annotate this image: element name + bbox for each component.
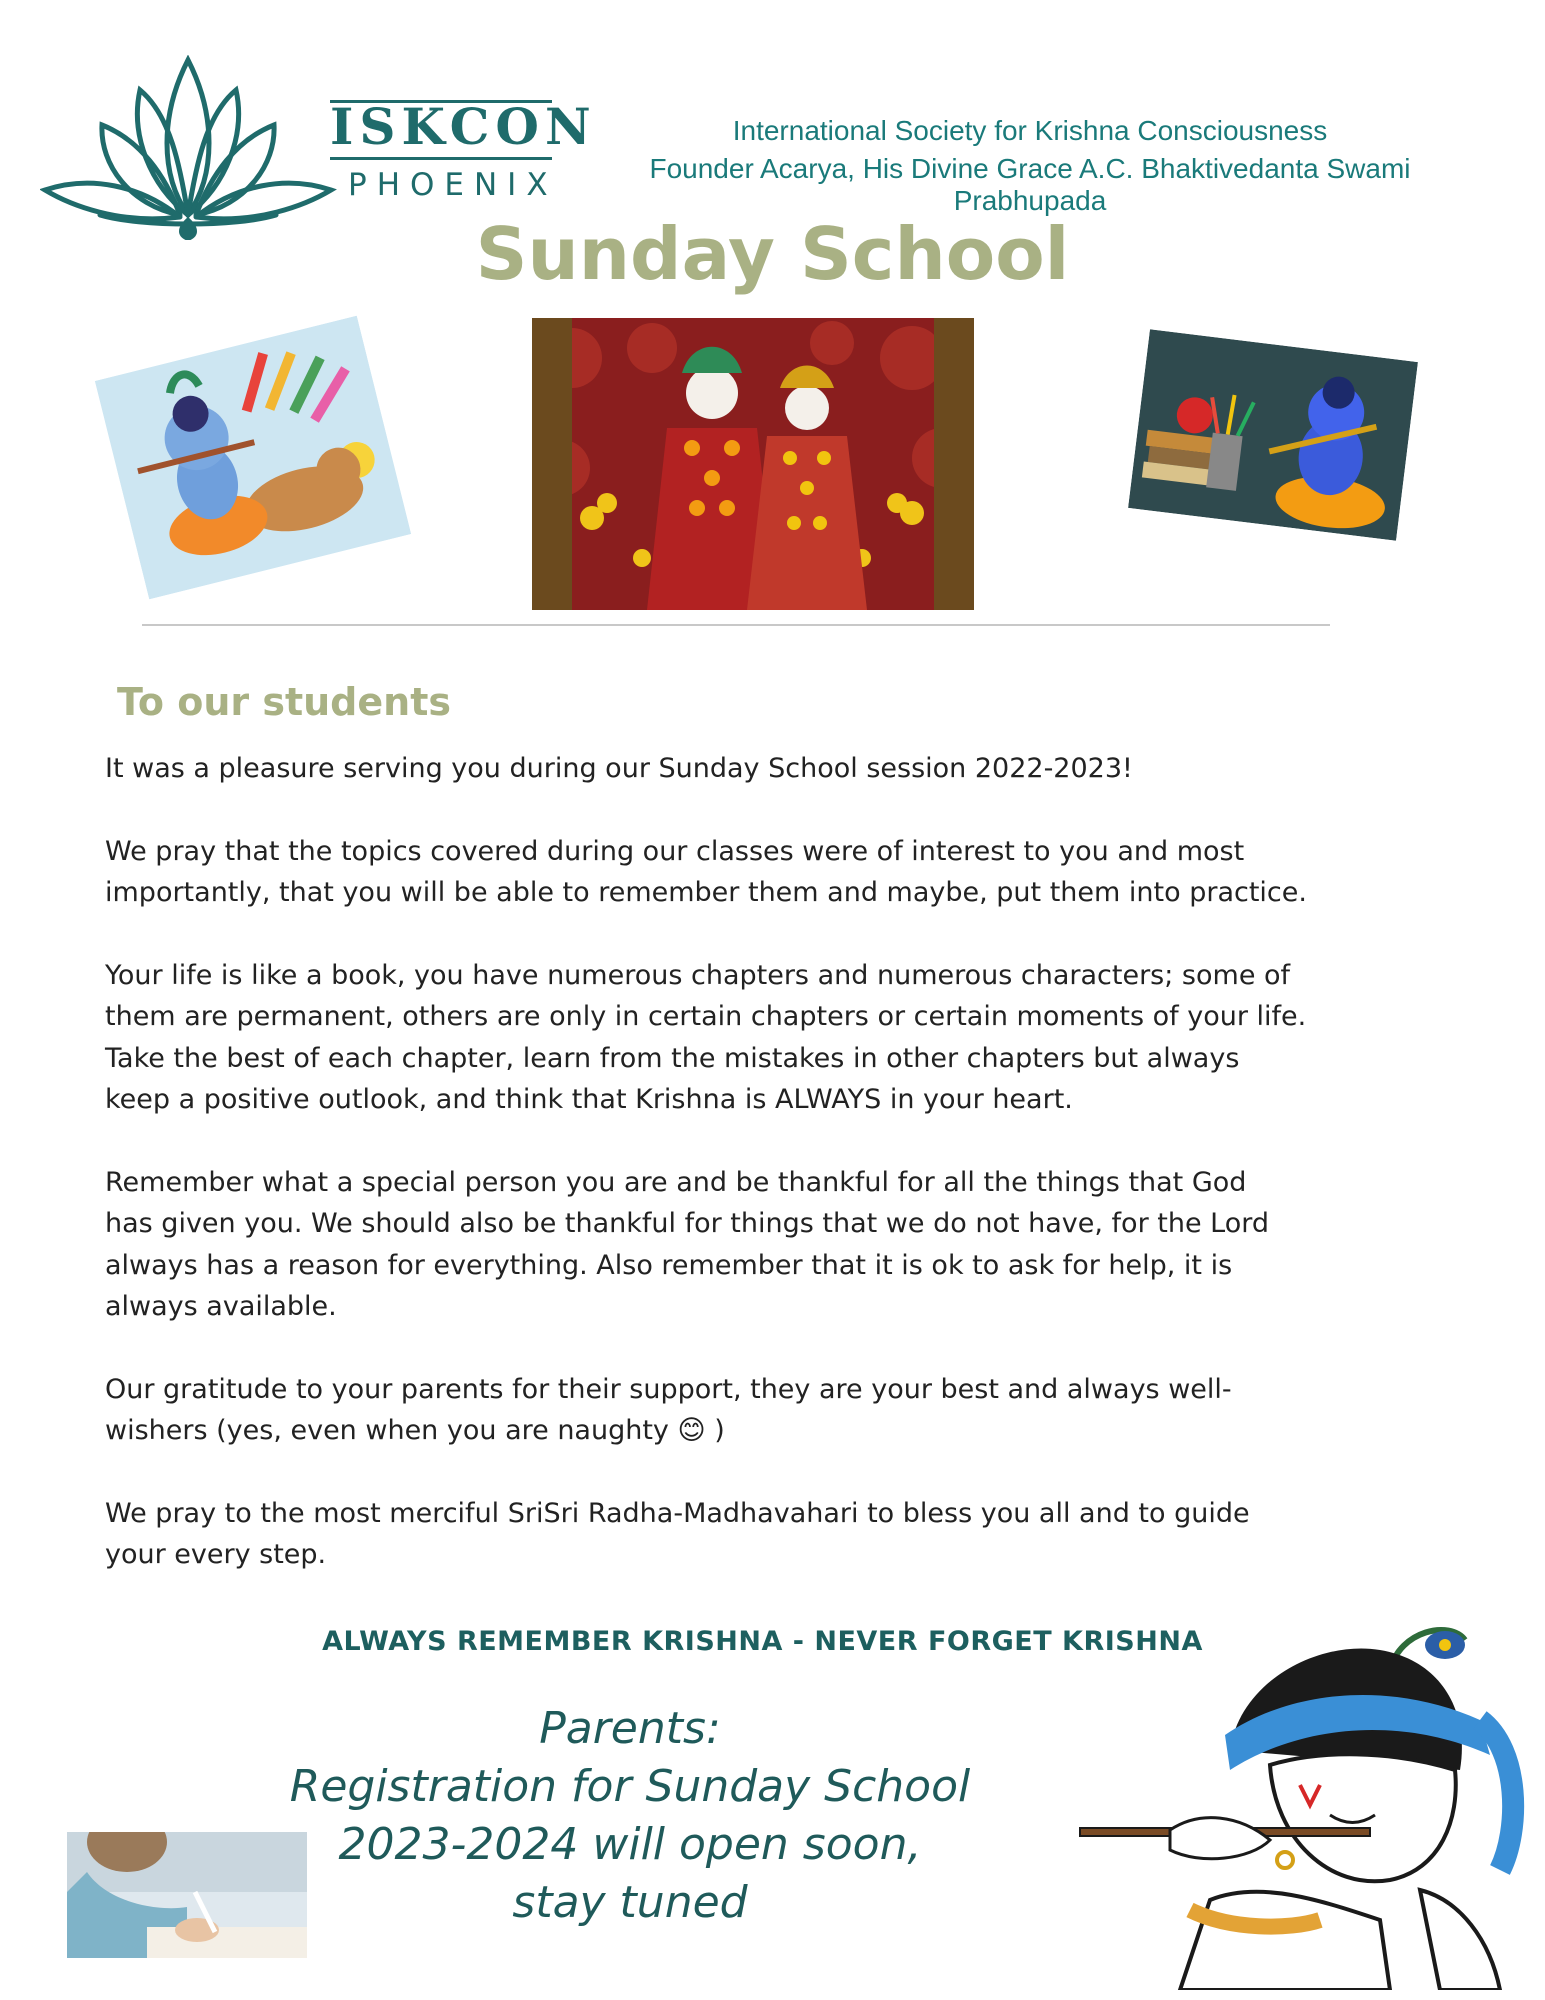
- krishna-playing-flute-drawing: [1060, 1600, 1540, 1990]
- registration-line: 2023-2024 will open soon,: [338, 1819, 922, 1870]
- baby-krishna-clipart: [95, 316, 411, 600]
- letter-paragraph: Our gratitude to your parents for their support, they are your best and always well- wishers (yes, even when you are naughty 😊 ): [105, 1373, 1232, 1446]
- founder-acarya-line: Founder Acarya, His Divine Grace A.C. Bhaktivedanta Swami Prabhupada: [649, 153, 1411, 216]
- letter-paragraph: We pray that the topics covered during our classes were of interest to you and most importantly, that you will be able to remember them and maybe, put them into practice.: [105, 835, 1307, 908]
- logo-wordmark-phoenix: PHOENIX: [348, 167, 558, 203]
- child-writing-photo: [67, 1832, 307, 1958]
- logo-wordmark-iskcon: ISKCON: [330, 97, 597, 156]
- page-title: Sunday School: [475, 212, 1070, 296]
- letter-paragraph: We pray to the most merciful SriSri Radha-Madhavahari to bless you all and to guide your every step.: [105, 1497, 1250, 1570]
- section-divider: [142, 624, 1330, 626]
- krishna-flute-books-clipart: [1128, 329, 1418, 541]
- letter-paragraph: Your life is like a book, you have numerous chapters and numerous characters; some of them are permanent, others are only in certain chapters or certain moments of your life. Take the best of each chapter, learn from the mistakes in other chapters but always keep a positive outlook, and think that Krishna is ALWAYS in your heart.: [105, 959, 1307, 1115]
- radha-krishna-deities-photo: [532, 318, 974, 610]
- letter-body: [105, 748, 1445, 1617]
- letter-paragraph: It was a pleasure serving you during our Sunday School session 2022-2023!: [105, 753, 1133, 784]
- motto-text: ALWAYS REMEMBER KRISHNA - NEVER FORGET KRISHNA: [322, 1626, 1203, 1657]
- organization-name: International Society for Krishna Consciousness: [732, 115, 1328, 146]
- letter-paragraph: Remember what a special person you are and be thankful for all the things that God has given you. We should also be thankful for things that we do not have, for the Lord always has a reason for everything. Also remember that it is ok to ask for help, it is always available.: [105, 1166, 1269, 1322]
- registration-notice: [250, 1700, 1010, 1932]
- registration-line: Registration for Sunday School: [289, 1761, 971, 1812]
- section-heading: To our students: [117, 680, 451, 724]
- registration-line: stay tuned: [512, 1877, 748, 1928]
- registration-line: Parents:: [539, 1703, 721, 1754]
